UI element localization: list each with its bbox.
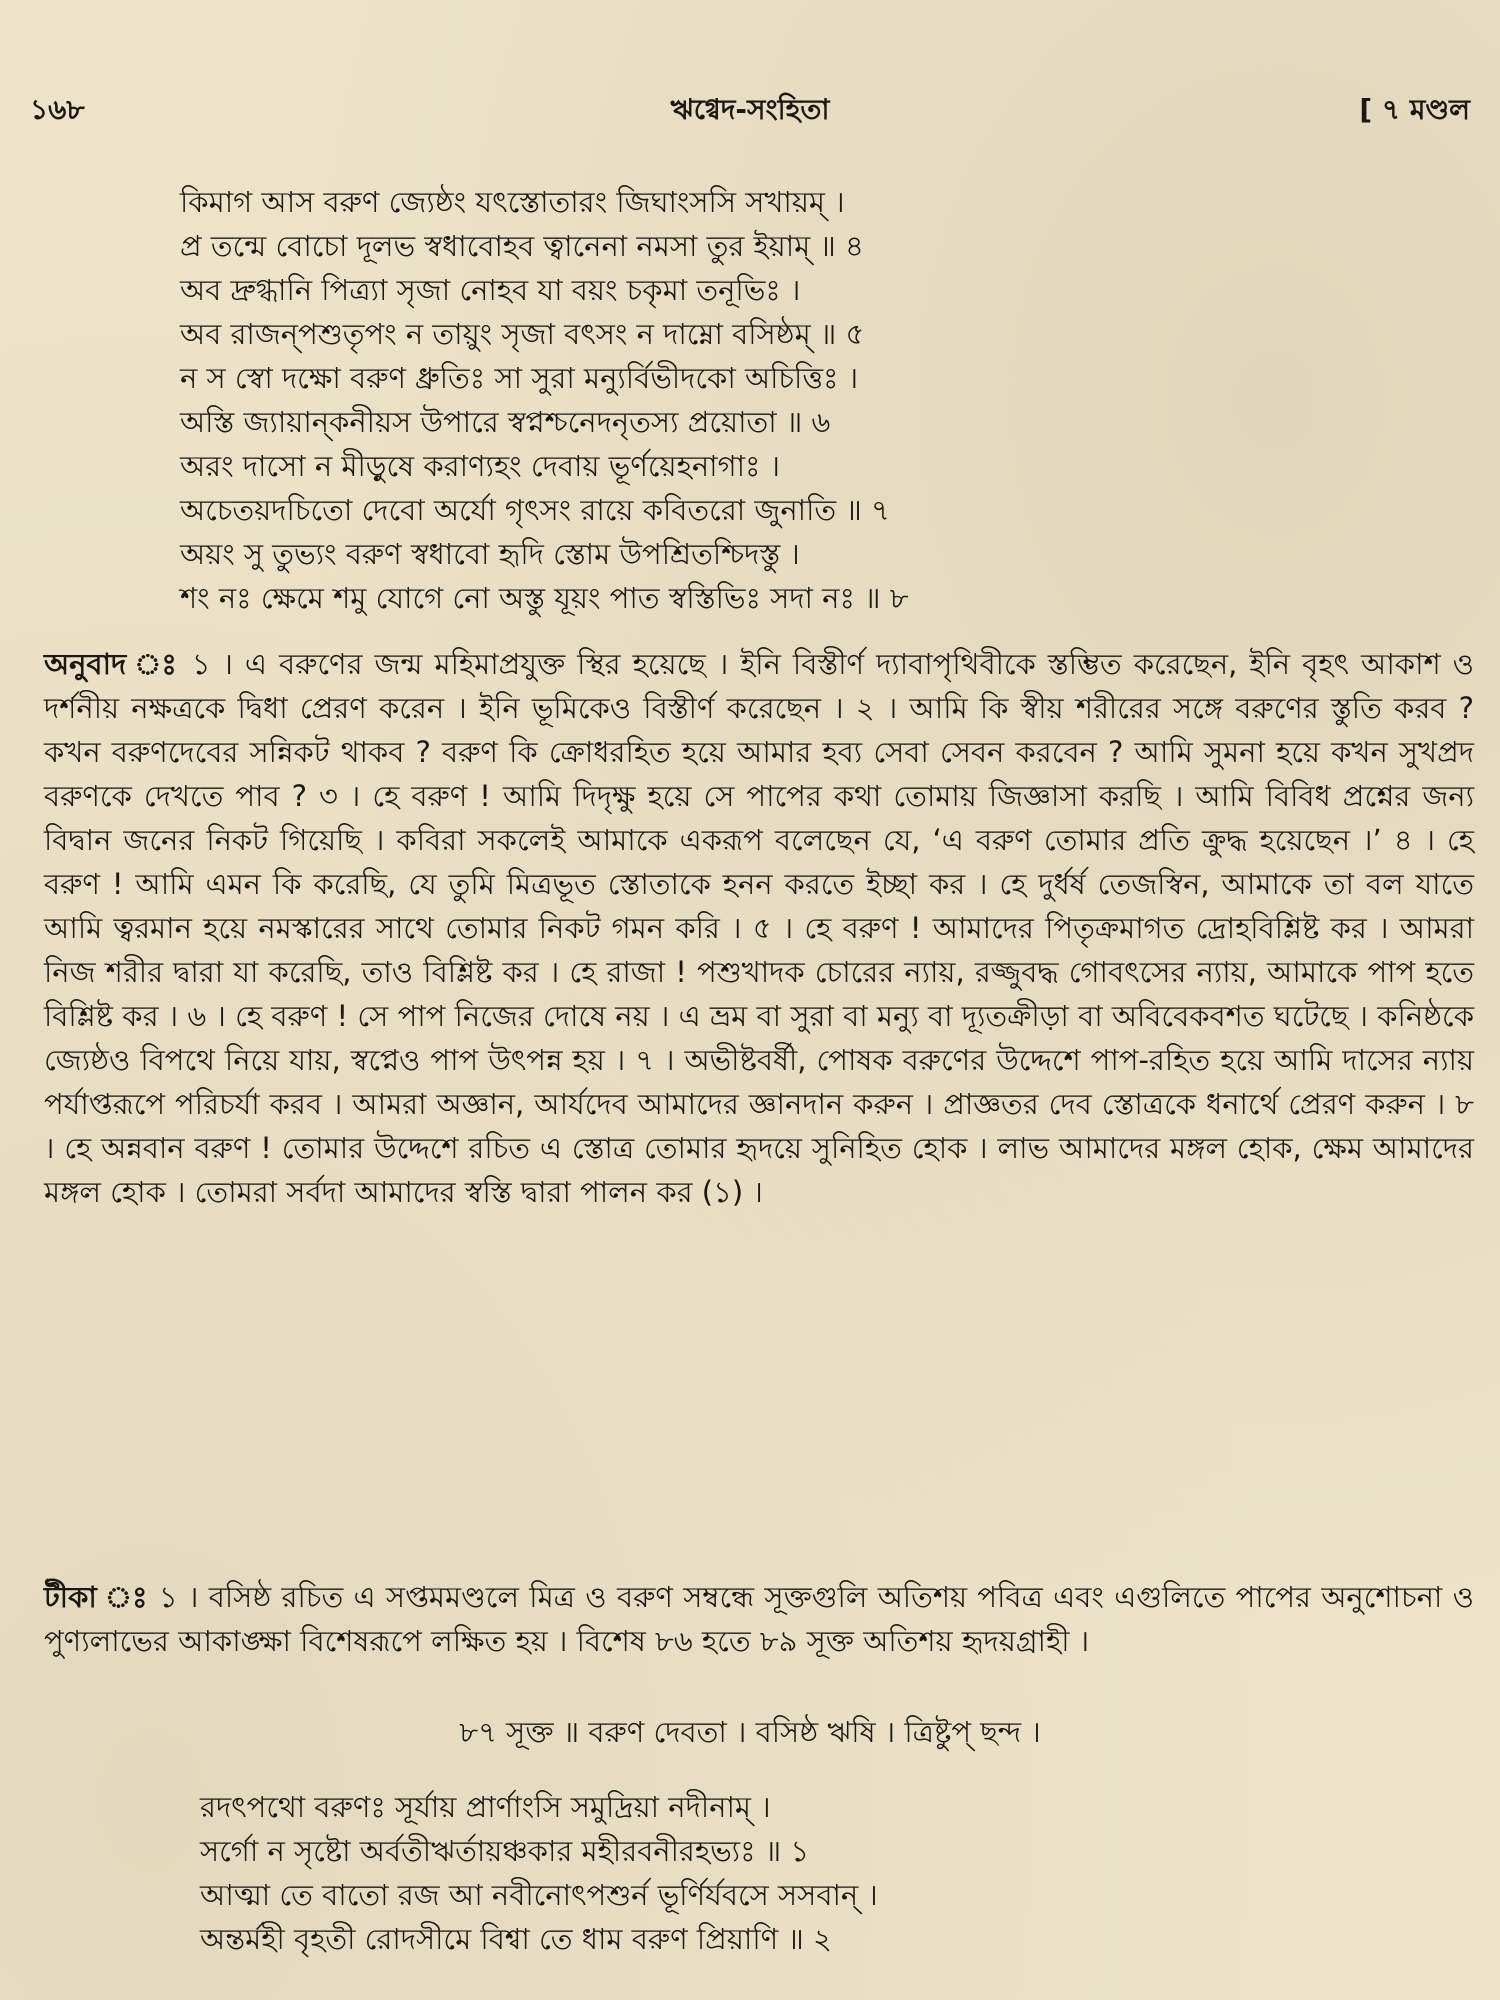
verse-line: আত্মা তে বাতো রজ আ নবীনোৎপশুর্ন ভূর্ণির্যবসে সসবান্ । — [200, 1878, 878, 1912]
sukta-heading: ৮৭ সূক্ত ॥ বরুণ দেবতা । বসিষ্ঠ ঋষি । ত্রিষ্টুপ্ ছন্দ । — [459, 1715, 1041, 1749]
verse-line: কিমাগ আস বরুণ জ্যেষ্ঠং যৎস্তোতারং জিঘাংসসি সখায়ম্ । — [180, 185, 845, 219]
section-mark: [ ৭ মণ্ডল — [1359, 93, 1470, 126]
translation-text: ১ । এ বরুণের জন্ম মহিমাপ্রযুক্ত স্থির হয়েছে । ইনি বিস্তীর্ণ দ্যাবাপৃথিবীকে স্তম্ভিত করেছেন, ইনি বৃহৎ আকাশ ও দর্শনীয় নক্ষত্রকে দ্বিধা প্রেরণ করেন । ইনি ভূমিকেও বিস্তীর্ণ করেছেন । ২ । আমি কি স্বীয় শরীরের সঙ্গে বরুণের স্তুতি করব ? কখন বরুণদেবের সন্নিকট থাকব ? বরুণ কি ক্রোধরহিত হয়ে আমার হব্য সেবা সেবন করবেন ? আমি সুমনা হয়ে কখন সুখপ্রদ বরুণকে দেখতে পাব ? ৩ । হে বরুণ ! আমি দিদৃক্ষু হয়ে সে পাপের কথা তোমায় জিজ্ঞাসা করছি । আমি বিবিধ প্রশ্নের জন্য বিদ্বান জনের নিকট গিয়েছি । কবিরা সকলেই আমাকে একরূপ বলেছেন যে, ‘এ বরুণ তোমার প্রতি ক্রুদ্ধ হয়েছেন ।’ ৪ । হে বরুণ ! আমি এমন কি করেছি, যে তুমি মিত্রভূত স্তোতাকে হনন করতে ইচ্ছা কর । হে দুর্ধর্ষ তেজস্বিন, আমাকে তা বল যাতে আমি ত্বরমান হয়ে নমস্কারের সাথে তোমার নিকট গমন করি । ৫ । হে বরুণ ! আমাদের পিতৃক্রমাগত দ্রোহবিশ্লিষ্ট কর । আমরা নিজ শরীর দ্বারা যা করেছি, তাও বিশ্লিষ্ট কর । হে রাজা ! পশুখাদক চোরের ন্যায়, রজ্জুবদ্ধ গোবৎসের ন্যায়, আমাকে পাপ হতে বিশ্লিষ্ট কর । ৬ । হে বরুণ ! সে পাপ নিজের দোষে নয় । এ ভ্রম বা সুরা বা মন্যু বা দ্যূতক্রীড়া বা অবিবেকবশত ঘটেছে । কনিষ্ঠকে জ্যেষ্ঠও বিপথে নিয়ে যায়, স্বপ্নেও পাপ উৎপন্ন হয় । ৭ । অভীষ্টবর্ষী, পোষক বরুণের উদ্দেশে পাপ-রহিত হয়ে আমি দাসের ন্যায় পর্যাপ্তরূপে পরিচর্যা করব । আমরা অজ্ঞান, আর্যদেব আমাদের জ্ঞানদান করুন । প্রাজ্ঞতর দেব স্তোত্রকে ধনার্থে প্রেরণ করুন । ৮ । হে অন্নবান বরুণ ! তোমার উদ্দেশে রচিত এ স্তোত্র তোমার হৃদয়ে সুনিহিত হোক । লাভ আমাদের মঙ্গল হোক, ক্ষেম আমাদের মঙ্গল হোক । তোমরা সর্বদা আমাদের স্বস্তি দ্বারা পালন কর (১) । — [44, 647, 1475, 1209]
commentary-label: টীকা ঃ — [44, 1580, 149, 1614]
book-title: ঋগ্বেদ-সংহিতা — [670, 93, 830, 126]
verse-line: অব রাজন্পশুতৃপং ন তায়ুং সৃজা বৎসং ন দাম্নো বসিষ্ঠম্ ॥ ৫ — [180, 317, 865, 351]
verse-line: অন্তর্মহী বৃহতী রোদসীমে বিশ্বা তে ধাম বরুণ প্রিয়াণি ॥ ২ — [200, 1922, 832, 1956]
verse-line: অস্তি জ্যায়ান্কনীয়স উপারে স্বপ্নশ্চনেদনৃতস্য প্রয়োতা ॥ ৬ — [180, 405, 831, 439]
verse-line: শং নঃ ক্ষেমে শমু যোগে নো অস্তু যূয়ং পাত স্বস্তিভিঃ সদা নঃ ॥ ৮ — [180, 581, 909, 615]
verse-block-top — [180, 180, 1420, 620]
verse-line: অরং দাসো ন মীড়ুষে করাণ্যহং দেবায় ভূর্ণয়েহনাগাঃ । — [180, 449, 781, 483]
running-head — [30, 88, 1470, 132]
verse-line: সর্গো ন সৃষ্টো অর্বতীঋর্তায়ঞ্চকার মহীরবনীরহভ্যঃ ॥ ১ — [200, 1834, 810, 1868]
commentary-text: ১ । বসিষ্ঠ রচিত এ সপ্তমমণ্ডলে মিত্র ও বরুণ সম্বন্ধে সূক্তগুলি অতিশয় পবিত্র এবং এগুলিতে পাপের অনুশোচনা ও পুণ্যলাভের আকাঙ্ক্ষা বিশেষরূপে লক্ষিত হয় । বিশেষ ৮৬ হতে ৮৯ সূক্ত অতিশয় হৃদয়গ্রাহী । — [44, 1580, 1475, 1658]
verse-line: রদৎপথো বরুণঃ সূর্যায় প্রার্ণাংসি সমুদ্রিয়া নদীনাম্ । — [200, 1790, 771, 1824]
verse-line: অচেতয়দচিতো দেবো অর্যো গৃৎসং রায়ে কবিতরো জুনাতি ॥ ৭ — [180, 493, 890, 527]
verse-line: ন স স্বো দক্ষো বরুণ ধ্রুতিঃ সা সুরা মন্যুর্বিভীদকো অচিত্তিঃ । — [180, 361, 859, 395]
page-number: ১৬৮ — [30, 93, 85, 126]
translation-label: অনুবাদ ঃ — [44, 647, 180, 681]
translation-paragraph — [44, 642, 1474, 1214]
verse-line: অয়ং সু তুভ্যং বরুণ স্বধাবো হৃদি স্তোম উপশ্রিতশ্চিদস্তু । — [180, 537, 800, 571]
verse-line: প্র তন্মে বোচো দূলভ স্বধাবোহব ত্বানেনা নমসা তুর ইয়াম্ ॥ ৪ — [180, 229, 864, 263]
verse-line: অব দ্রুগ্ধানি পিত্র্যা সৃজা নোহব যা বয়ং চকৃমা তনূভিঃ । — [180, 273, 801, 307]
commentary-paragraph — [44, 1575, 1474, 1663]
verse-block-bottom — [200, 1785, 1440, 1961]
